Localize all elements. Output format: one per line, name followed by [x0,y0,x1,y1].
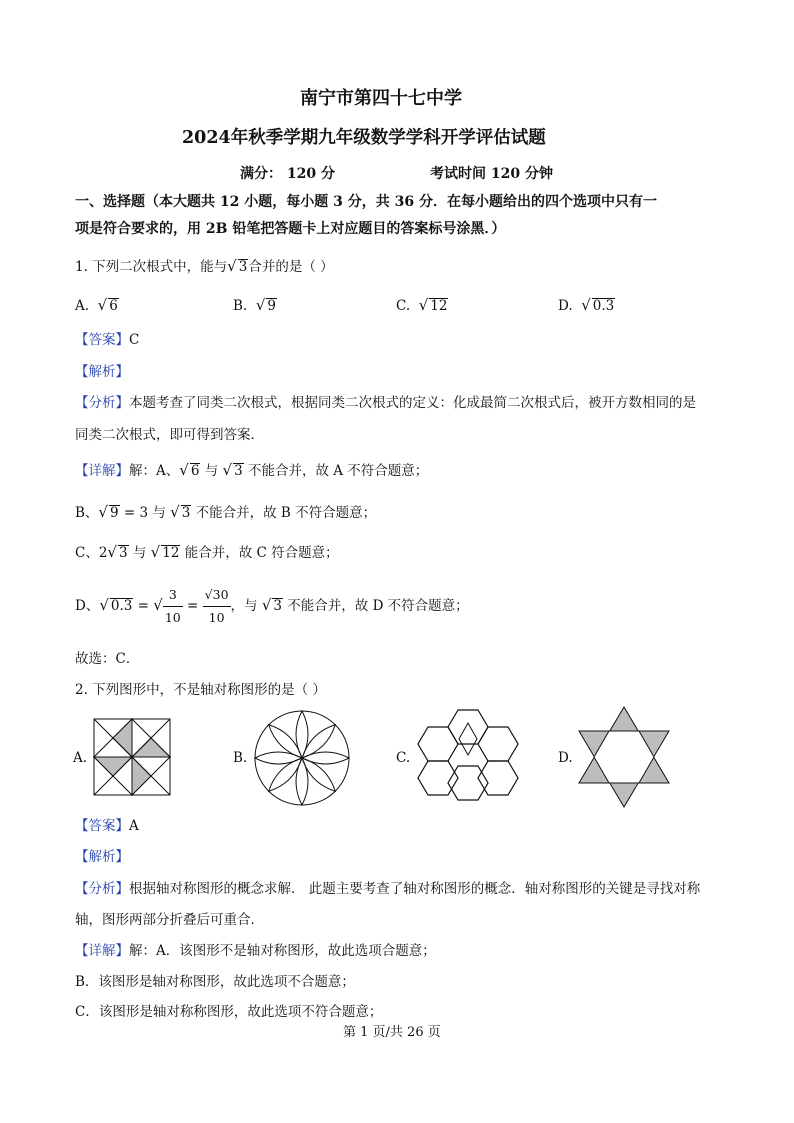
sqrt-icon: √ [153,596,163,614]
q1-detail-line1 [75,459,428,482]
q2-option-c-label: C. [396,750,411,766]
sqrt-icon: √ [97,296,108,314]
exam-title: 2024年秋季学期九年级数学学科开学评估试题 [182,128,546,148]
sqrt-icon: √ [255,296,266,314]
section-heading-line2: 项是符合要求的，用 2B 铅笔把答题卡上对应题目的答案标号涂黑．） [75,221,506,237]
sqrt-icon: √ [222,461,233,479]
fenxi-tag: 【分析】 [75,395,129,411]
exam-time: 考试时间 120 分钟 [430,166,553,182]
sqrt-icon: √ [204,587,213,602]
q1-option-c [396,294,448,317]
section-heading-line1: 一、选择题（本大题共 12 小题，每小题 3 分，共 36 分．在每小题给出的四个选项中只有一 [75,194,657,210]
q2-option-d-label: D. [558,750,573,766]
q1-detail-line3 [75,541,339,564]
detail-text: ，与 [230,598,262,614]
radicand: 3 [181,505,191,521]
radicand: 6 [190,463,200,479]
detail-text: C、2 [75,545,108,561]
q2-detail-line2: B．该图形是轴对称图形，故此选项不合题意； [75,974,355,990]
sqrt-icon: √ [170,503,180,521]
detail-text: D、 [75,598,100,614]
q2-stem: 2. 下列图形中，不是轴对称图形的是（ ） [75,682,326,698]
detail-text: 解：A、 [129,463,180,479]
q1-stem [75,255,334,278]
fraction-denominator: 10 [208,610,225,625]
sqrt-icon: √ [227,257,237,275]
option-radicand: 0.3 [592,298,615,314]
answer-value: A [129,818,139,834]
q2-option-b-label: B. [233,750,248,766]
full-score: 满分： 120 分 [240,166,335,182]
option-label: B. [233,298,248,314]
q1-option-a [75,294,119,317]
sqrt-icon: √ [179,461,189,479]
hexagram-figure [578,706,670,808]
sqrt-icon: √ [107,543,117,561]
q1-conclusion: 故选：C． [75,651,140,667]
q1-detail-line2 [75,501,376,524]
q1-answer [75,329,139,351]
q1-detail-line4 [75,584,469,629]
detail-text: 不能合并，故 B 不符合题意； [191,505,377,521]
detail-text: = [133,598,154,614]
fraction-numerator: 3 [163,584,183,607]
q1-stem-pre: 1. 下列二次根式中，能与 [75,259,228,275]
q2-detail-line3: C．该图形是轴对称称图形，故此选项不符合题意； [75,1004,383,1020]
q1-stem-post: 合并的是（ ） [248,259,334,275]
radicand: 3 [118,545,128,561]
q2-fenxi-line1 [75,878,700,900]
q2-detail-line1 [75,940,436,962]
sqrt-icon: √ [98,503,108,521]
fraction-numerator [203,584,231,607]
option-radicand: 6 [109,298,118,314]
pinwheel-figure [93,718,171,796]
option-label: C. [396,298,411,314]
detail-text: 与 [128,545,151,561]
q1-option-b [233,294,277,317]
sqrt-icon: √ [99,596,109,614]
q1-stem-radicand: 3 [238,259,248,275]
hexagon-cluster-figure [415,708,521,802]
q1-fenxi-line2: 同类二次根式，即可得到答案． [75,427,264,443]
detail-text: = 3 与 [119,505,171,521]
q2-option-a-label: A. [73,750,88,766]
detail-text: 解：A．该图形不是轴对称图形，故此选项合题意； [129,943,436,959]
page-number: 第 1 页/共 26 页 [343,1025,441,1040]
fraction [163,584,183,629]
sqrt-icon: √ [261,596,272,614]
fenxi-line1: 根据轴对称图形的概念求解． 此题主要考查了轴对称图形的概念．轴对称图形的关键是寻找对称 [129,881,701,897]
radicand: 3 [273,598,282,614]
radicand: 0.3 [110,598,133,614]
fenxi-tag: 【分析】 [75,881,129,897]
detail-text: 不能合并，故 A 不符合题意； [243,463,429,479]
fraction-denominator: 10 [164,610,181,625]
detail-tag: 【详解】 [75,463,129,479]
flower-circle-figure [252,708,352,808]
school-name: 南宁市第四十七中学 [300,88,462,109]
sqrt-icon: √ [150,543,161,561]
sqrt-icon: √ [581,296,591,314]
answer-tag: 【答案】 [75,332,129,348]
q2-analysis-tag: 【解析】 [75,849,129,865]
option-label: D. [558,298,573,314]
option-radicand: 9 [267,298,276,314]
option-radicand: 12 [430,298,448,314]
option-label: A. [75,298,90,314]
q1-option-d [558,294,615,317]
q2-answer [75,815,139,837]
detail-text: 与 [200,463,223,479]
detail-text: B、 [75,505,99,521]
radicand: 9 [109,505,119,521]
q1-analysis-tag: 【解析】 [75,364,129,380]
answer-value: C [129,332,140,348]
fenxi-line1: 本题考查了同类二次根式，根据同类二次根式的定义：化成最简二次根式后，被开方数相同的是 [129,395,696,411]
radicand: 30 [212,587,229,602]
detail-text: 不能合并，故 D 不符合题意； [282,598,469,614]
answer-tag: 【答案】 [75,818,129,834]
detail-text: = [182,598,203,614]
detail-text: 能合并，故 C 符合题意； [180,545,339,561]
sqrt-icon: √ [418,296,429,314]
fraction [203,584,231,629]
radicand: 12 [162,545,180,561]
q2-fenxi-line2: 轴，图形两部分折叠后可重合． [75,912,264,928]
q1-fenxi [75,392,696,414]
radicand: 3 [234,463,243,479]
detail-tag: 【详解】 [75,943,129,959]
section-heading [75,189,735,243]
